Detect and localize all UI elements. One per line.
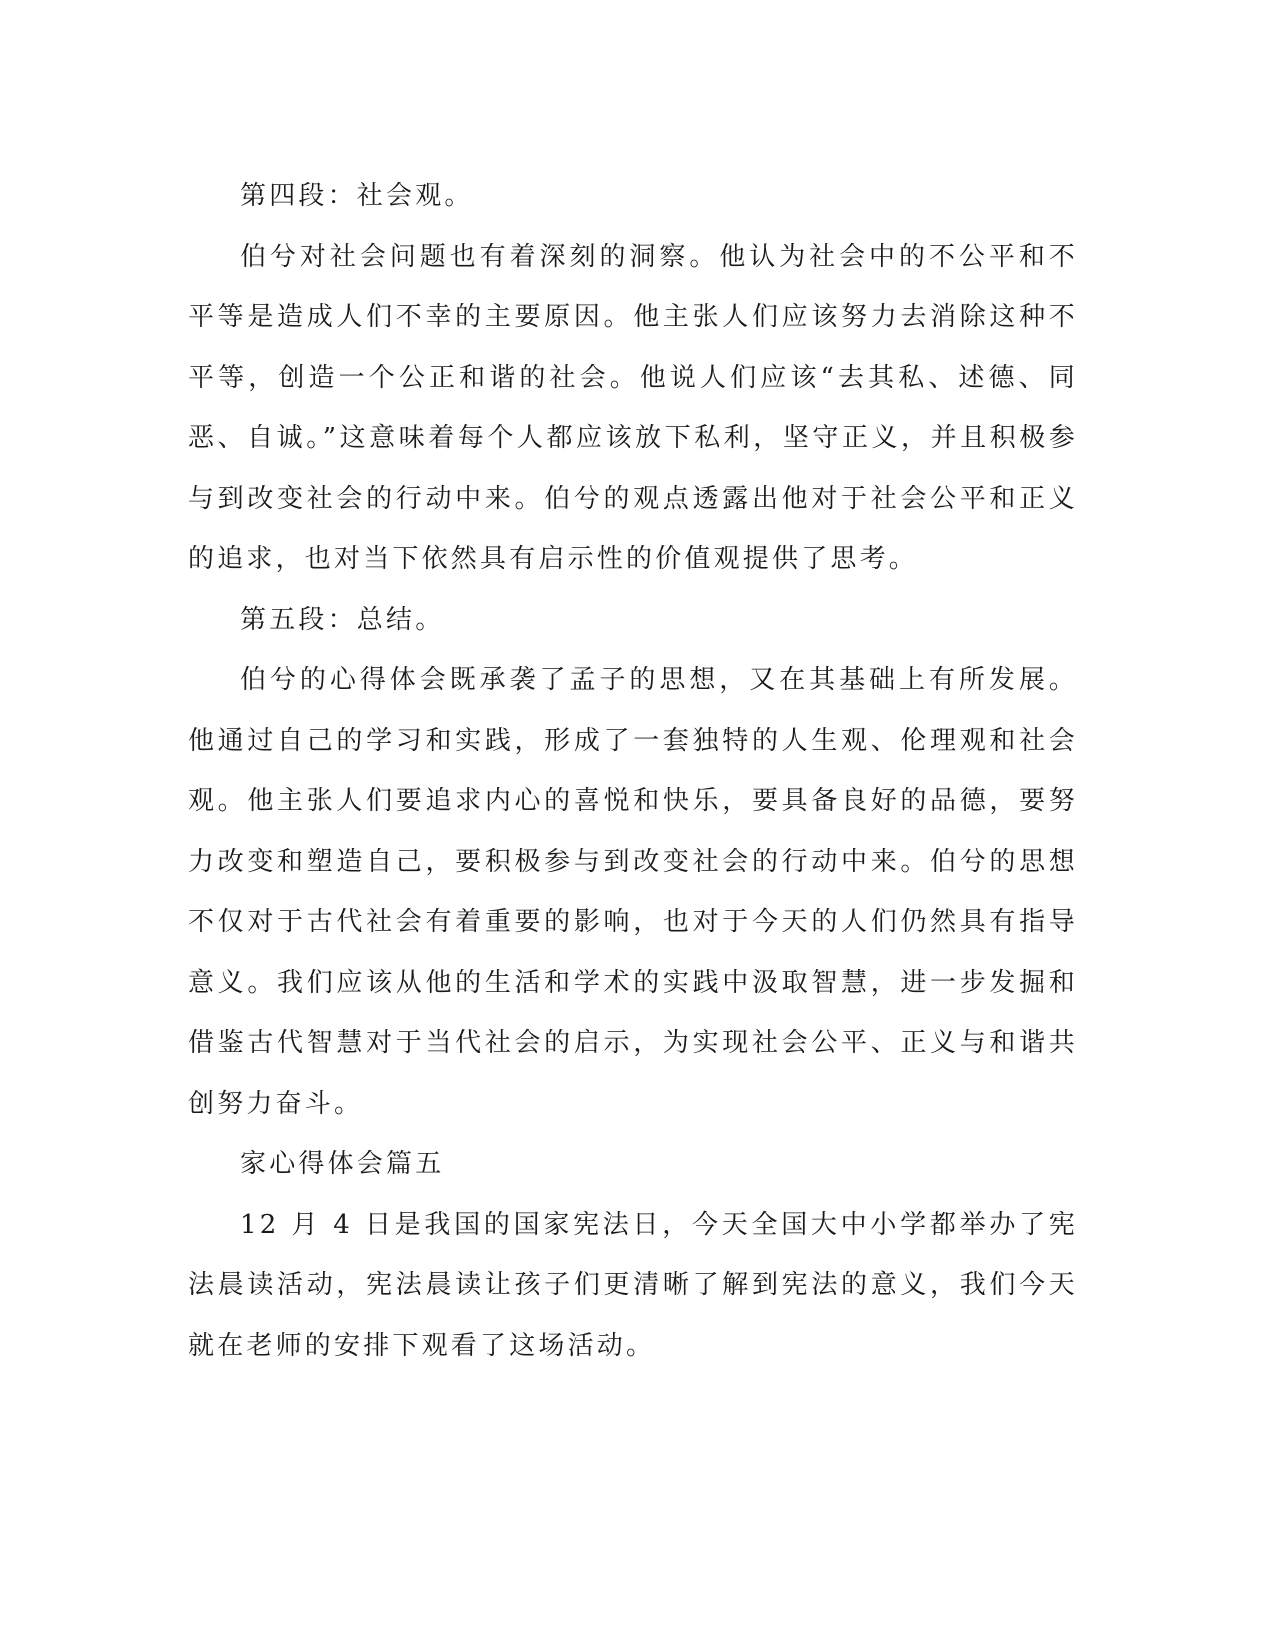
article-title-part-5: 家心得体会篇五 — [240, 1149, 445, 1179]
document-body — [188, 166, 1078, 1376]
section-heading-5: 第五段：总结。 — [240, 604, 445, 635]
section-heading-4: 第四段：社会观。 — [240, 181, 474, 211]
article-paragraph-intro: 12 月 4 日是我国的国家宪法日，今天全国大中小学都举办了宪法晨读活动，宪法晨读让孩子们更清晰了解到宪法的意义，我们今天就在老师的安排下观看了这场活动。 — [188, 1209, 1078, 1361]
section-paragraph-4: 伯兮对社会问题也有着深刻的洞察。他认为社会中的不公平和不平等是造成人们不幸的主要原因。他主张人们应该努力去消除这种不平等，创造一个公正和谐的社会。他说人们应该“去其私、述德、同恶、自诚。”这意味着每个人都应该放下私利，坚守正义，并且积极参与到改变社会的行动中来。伯兮的观点透露出他对于社会公平和正义的追求，也对当下依然具有启示性的价值观提供了思考。 — [188, 241, 1078, 574]
section-paragraph-5: 伯兮的心得体会既承袭了孟子的思想，又在其基础上有所发展。他通过自己的学习和实践，形成了一套独特的人生观、伦理观和社会观。他主张人们要追求内心的喜悦和快乐，要具备良好的品德，要努力改变和塑造自己，要积极参与到改变社会的行动中来。伯兮的思想不仅对于古代社会有着重要的影响，也对于今天的人们仍然具有指导意义。我们应该从他的生活和学术的实践中汲取智慧，进一步发掘和借鉴古代智慧对于当代社会的启示，为实现社会公平、正义与和谐共创努力奋斗。 — [188, 665, 1078, 1119]
